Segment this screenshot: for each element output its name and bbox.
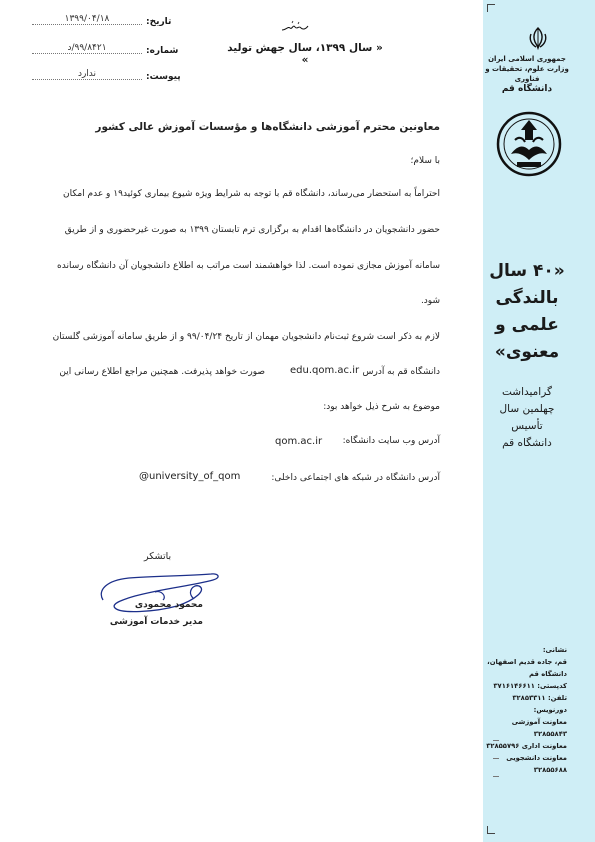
contact-line: معاونت دانشجویی ۳۲۸۵۵۶۸۸ — [506, 754, 567, 774]
anniversary-line: گرامیداشت — [501, 386, 553, 398]
anniversary-caption — [483, 384, 571, 452]
contact-line: دورنویس: — [533, 706, 567, 714]
slogan-line: علمی و — [495, 315, 559, 335]
paragraph-line: صورت خواهد پذیرفت. همچنین مراجع اطلاع رسانی این — [59, 367, 265, 377]
contact-line: کدپستی: ۳۷۱۶۱۴۶۶۱۱ — [493, 682, 567, 690]
paragraph-line: دانشگاه قم به آدرس — [362, 367, 440, 377]
date-value: ۱۳۹۹/۰۴/۱۸ — [32, 14, 142, 25]
anniversary-line: تأسیس — [511, 420, 543, 432]
divider — [493, 758, 499, 764]
edu-url-link[interactable]: edu.qom.ac.ir — [290, 365, 360, 376]
anniversary-line: دانشگاه قم — [502, 437, 552, 449]
slogan-line: «۴۰ سال — [489, 261, 565, 281]
contact-info — [483, 644, 567, 776]
signer-name: محمود محمودی — [134, 600, 203, 610]
paragraph-line: لازم به ذکر است شروع ثبت‌نام دانشجویان مهمان از تاریخ ۹۹/۰۴/۲۴ و از طریق سامانه آموزشی گلستان — [52, 332, 440, 342]
contact-line: قم، جاده قدیم اصفهان، — [487, 658, 567, 666]
letterhead-sidebar — [483, 0, 595, 842]
anniversary-slogan — [483, 258, 571, 366]
signer-title: مدیر خدمات آموزشی — [109, 617, 203, 627]
website-link[interactable]: qom.ac.ir — [275, 436, 323, 447]
corner-mark — [487, 826, 495, 834]
paragraph-line: موضوع به شرح ذیل خواهد بود: — [323, 402, 440, 412]
organization-heading — [483, 54, 571, 94]
paragraph-line: شود. — [420, 296, 440, 306]
slogan-line: بالندگی — [495, 288, 559, 308]
date-label: تاریخ: — [146, 17, 172, 27]
recipient-heading: معاونین محترم آموزشی دانشگاه‌ها و مؤسسات آموزش عالی کشور — [95, 121, 440, 133]
contact-line: نشانی: — [542, 646, 567, 654]
paragraph-line: حضور دانشجویان در دانشگاه‌ها اقدام به برگزاری ترم تابستان ۱۳۹۹ به صورت غیرحضوری و از طریق — [64, 225, 440, 235]
paragraph-line: احتراماً به استحضار می‌رساند، دانشگاه قم با توجه به شرایط ویژه شیوع بیماری کوئید۱۹ و عدم امکان — [63, 189, 440, 199]
closing: باتشکر — [144, 551, 172, 562]
contact-line: معاونت آموزشی ۳۲۸۵۵۸۴۳ — [511, 718, 567, 738]
org-line-3: دانشگاه قم — [501, 84, 553, 94]
divider — [493, 740, 499, 746]
number-label: شماره: — [146, 46, 179, 56]
bismillah-calligraphy — [280, 20, 310, 34]
contact-line: دانشگاه قم — [529, 670, 567, 678]
greeting: با سلام؛ — [410, 156, 440, 166]
org-line-2: وزارت علوم، تحقیقات و فناوری — [485, 65, 569, 83]
corner-mark — [487, 4, 495, 12]
social-label: آدرس دانشگاه در شبکه های اجتماعی داخلی: — [271, 473, 440, 483]
contact-line: تلفن: ۳۲۸۵۳۳۱۱ — [512, 694, 567, 702]
social-handle[interactable]: @university_of_qom — [139, 471, 241, 482]
divider — [493, 776, 499, 782]
paragraph-line: سامانه آموزش مجازی نموده است. لذا خواهشمند است مراتب به اطلاع دانشجویان آن دانشگاه رسانده — [57, 261, 440, 271]
website-label: آدرس وب سایت دانشگاه: — [342, 436, 440, 446]
attachment-label: پیوست: — [146, 72, 181, 82]
university-logo-icon — [495, 110, 563, 178]
contact-line: معاونت اداری ۳۲۸۵۵۷۹۶ — [486, 742, 567, 750]
number-value: ۹۹/۸۴۲۱/د — [32, 43, 142, 54]
org-line-1: جمهوری اسلامی ایران — [488, 55, 566, 63]
emblem-icon — [527, 26, 549, 50]
slogan-line: معنوی» — [494, 342, 560, 362]
year-slogan: « سال ۱۳۹۹، سال جهش تولید » — [227, 42, 383, 66]
attachment-value: ندارد — [32, 69, 142, 80]
signature — [95, 572, 225, 622]
anniversary-line: چهلمین سال — [499, 403, 555, 415]
